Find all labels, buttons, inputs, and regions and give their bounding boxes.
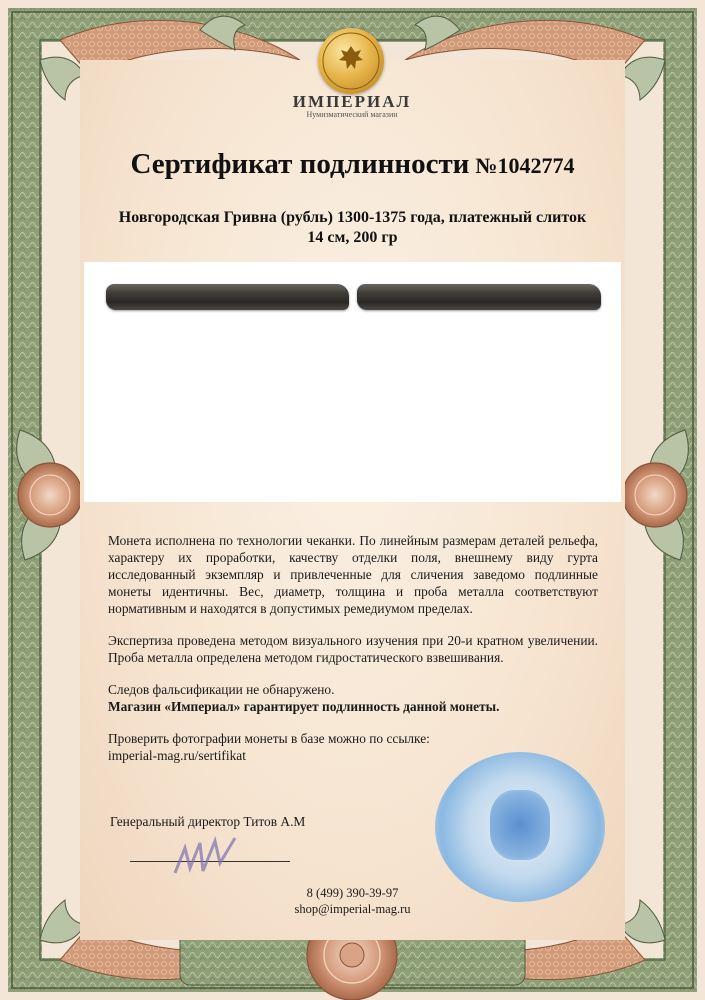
title-text: Сертификат подлинности <box>130 148 470 180</box>
eagle-logo-icon <box>318 28 384 94</box>
email-address: shop@imperial-mag.ru <box>294 902 411 916</box>
brand-name: ИМПЕРИАЛ <box>292 92 412 111</box>
guarantee-text: Магазин «Империал» гарантирует подлинность данной монеты. <box>108 699 500 714</box>
verify-text: Проверить фотографии монеты в базе можно по ссылке: <box>108 731 430 746</box>
certificate-number: №1042774 <box>475 153 575 178</box>
contacts <box>240 885 465 917</box>
brand-subtitle: Нумизматический магазин <box>306 110 398 119</box>
coin-photo <box>84 262 621 502</box>
no-falsification-text: Следов фальсификации не обнаружено. <box>108 682 335 697</box>
item-description: Новгородская Гривна (рубль) 1300-1375 года, платежный слиток 14 см, 200 гр <box>118 209 587 246</box>
ingot-obverse-image <box>106 284 349 310</box>
ingot-reverse-image <box>357 284 601 310</box>
stamp-eagle-icon <box>490 790 550 860</box>
director-name: Генеральный директор Титов А.М <box>110 814 306 829</box>
certificate-title <box>60 148 645 181</box>
signature-icon <box>170 833 240 881</box>
certificate-body <box>108 532 598 779</box>
verify-link[interactable]: imperial-mag.ru/sertifikat <box>108 748 246 763</box>
body-paragraph: Экспертиза проведена методом визуального изучения при 20-и кратном увеличении. Проба металла определена методом гидростатического взвешивания. <box>108 633 598 665</box>
phone-number: 8 (499) 390-39-97 <box>306 886 399 900</box>
body-paragraph: Монета исполнена по технологии чеканки. По линейным размерам деталей рельефа, характеру их проработки, качеству отделки поля, внешнему виду гурта исследованный экземпляр и привлеченные для сличения заведомо подлинные монеты идентичны. Вес, диаметр, толщина и проба металла соответствуют нормативным и находятся в допустимых ремедиумом пределах. <box>108 533 598 616</box>
body-paragraph <box>108 681 598 715</box>
